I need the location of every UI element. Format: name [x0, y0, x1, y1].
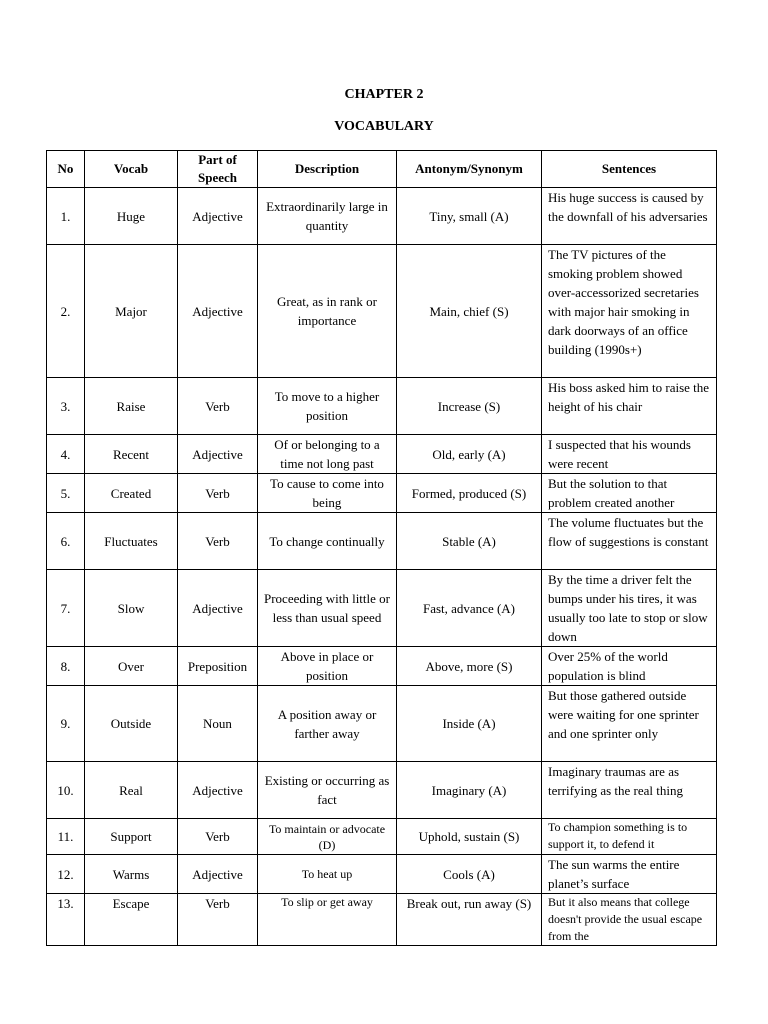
cell-description: To heat up — [258, 855, 397, 894]
table-row — [47, 647, 717, 686]
cell-no: 3. — [47, 378, 85, 435]
cell-vocab: Major — [85, 245, 178, 378]
cell-description: Great, as in rank or importance — [258, 245, 397, 378]
table-row — [47, 570, 717, 647]
cell-description: To change continually — [258, 513, 397, 570]
table-row — [47, 513, 717, 570]
header-part-of-speech: Part of Speech — [178, 151, 258, 188]
cell-no: 13. — [47, 894, 85, 946]
cell-vocab: Huge — [85, 188, 178, 245]
cell-sentence: To champion something is to support it, to defend it — [542, 819, 717, 855]
cell-antonym-synonym: Inside (A) — [397, 686, 542, 762]
cell-part-of-speech: Verb — [178, 474, 258, 513]
cell-vocab: Slow — [85, 570, 178, 647]
cell-description: To maintain or advocate (D) — [258, 819, 397, 855]
table-row — [47, 435, 717, 474]
table-row — [47, 188, 717, 245]
cell-vocab: Fluctuates — [85, 513, 178, 570]
cell-antonym-synonym: Above, more (S) — [397, 647, 542, 686]
cell-no: 2. — [47, 245, 85, 378]
cell-vocab: Recent — [85, 435, 178, 474]
table-row — [47, 855, 717, 894]
cell-no: 11. — [47, 819, 85, 855]
cell-sentence: But those gathered outside were waiting for one sprinter and one sprinter only — [542, 686, 717, 762]
cell-part-of-speech: Adjective — [178, 188, 258, 245]
cell-vocab: Support — [85, 819, 178, 855]
header-vocab: Vocab — [85, 151, 178, 188]
cell-no: 10. — [47, 762, 85, 819]
cell-sentence: His huge success is caused by the downfall of his adversaries — [542, 188, 717, 245]
cell-description: A position away or farther away — [258, 686, 397, 762]
cell-part-of-speech: Verb — [178, 378, 258, 435]
cell-no: 9. — [47, 686, 85, 762]
cell-no: 12. — [47, 855, 85, 894]
cell-antonym-synonym: Old, early (A) — [397, 435, 542, 474]
cell-antonym-synonym: Main, chief (S) — [397, 245, 542, 378]
cell-part-of-speech: Verb — [178, 513, 258, 570]
table-row — [47, 894, 717, 946]
table-row — [47, 378, 717, 435]
cell-no: 4. — [47, 435, 85, 474]
cell-no: 8. — [47, 647, 85, 686]
cell-part-of-speech: Adjective — [178, 435, 258, 474]
cell-vocab: Warms — [85, 855, 178, 894]
cell-description: To move to a higher position — [258, 378, 397, 435]
cell-antonym-synonym: Cools (A) — [397, 855, 542, 894]
cell-part-of-speech: Adjective — [178, 570, 258, 647]
cell-description: Proceeding with little or less than usual speed — [258, 570, 397, 647]
table-row — [47, 686, 717, 762]
cell-antonym-synonym: Fast, advance (A) — [397, 570, 542, 647]
header-no: No — [47, 151, 85, 188]
cell-sentence: By the time a driver felt the bumps under his tires, it was usually too late to stop or slow down — [542, 570, 717, 647]
cell-sentence: The sun warms the entire planet’s surface — [542, 855, 717, 894]
cell-no: 7. — [47, 570, 85, 647]
vocabulary-table — [46, 150, 717, 946]
cell-sentence: Over 25% of the world population is blind — [542, 647, 717, 686]
cell-antonym-synonym: Break out, run away (S) — [397, 894, 542, 946]
cell-part-of-speech: Noun — [178, 686, 258, 762]
cell-antonym-synonym: Stable (A) — [397, 513, 542, 570]
cell-description: To slip or get away — [258, 894, 397, 946]
cell-antonym-synonym: Increase (S) — [397, 378, 542, 435]
cell-vocab: Over — [85, 647, 178, 686]
chapter-heading: CHAPTER 2 — [344, 87, 424, 102]
cell-description: Of or belonging to a time not long past — [258, 435, 397, 474]
cell-vocab: Outside — [85, 686, 178, 762]
cell-antonym-synonym: Uphold, sustain (S) — [397, 819, 542, 855]
cell-vocab: Escape — [85, 894, 178, 946]
cell-part-of-speech: Verb — [178, 894, 258, 946]
cell-no: 1. — [47, 188, 85, 245]
table-row — [47, 245, 717, 378]
cell-description: Extraordinarily large in quantity — [258, 188, 397, 245]
cell-part-of-speech: Adjective — [178, 245, 258, 378]
header-antonym-synonym: Antonym/Synonym — [397, 151, 542, 188]
cell-sentence: I suspected that his wounds were recent — [542, 435, 717, 474]
cell-no: 5. — [47, 474, 85, 513]
cell-antonym-synonym: Tiny, small (A) — [397, 188, 542, 245]
cell-vocab: Real — [85, 762, 178, 819]
cell-part-of-speech: Adjective — [178, 762, 258, 819]
cell-sentence: The volume fluctuates but the flow of suggestions is constant — [542, 513, 717, 570]
cell-description: Above in place or position — [258, 647, 397, 686]
cell-antonym-synonym: Imaginary (A) — [397, 762, 542, 819]
cell-description: Existing or occurring as fact — [258, 762, 397, 819]
page-title: VOCABULARY — [334, 119, 434, 134]
cell-vocab: Raise — [85, 378, 178, 435]
cell-vocab: Created — [85, 474, 178, 513]
table-row — [47, 819, 717, 855]
cell-part-of-speech: Adjective — [178, 855, 258, 894]
cell-part-of-speech: Preposition — [178, 647, 258, 686]
cell-part-of-speech: Verb — [178, 819, 258, 855]
cell-sentence: But it also means that college doesn't provide the usual escape from the — [542, 894, 717, 946]
cell-sentence: Imaginary traumas are as terrifying as the real thing — [542, 762, 717, 819]
cell-description: To cause to come into being — [258, 474, 397, 513]
cell-sentence: The TV pictures of the smoking problem showed over-accessorized secretaries with major hair smoking in dark doorways of an office building (1990s+) — [542, 245, 717, 378]
cell-no: 6. — [47, 513, 85, 570]
cell-sentence: His boss asked him to raise the height of his chair — [542, 378, 717, 435]
table-row — [47, 474, 717, 513]
cell-sentence: But the solution to that problem created another — [542, 474, 717, 513]
cell-antonym-synonym: Formed, produced (S) — [397, 474, 542, 513]
header-description: Description — [258, 151, 397, 188]
header-sentences: Sentences — [542, 151, 717, 188]
table-header-row — [47, 151, 717, 188]
table-row — [47, 762, 717, 819]
